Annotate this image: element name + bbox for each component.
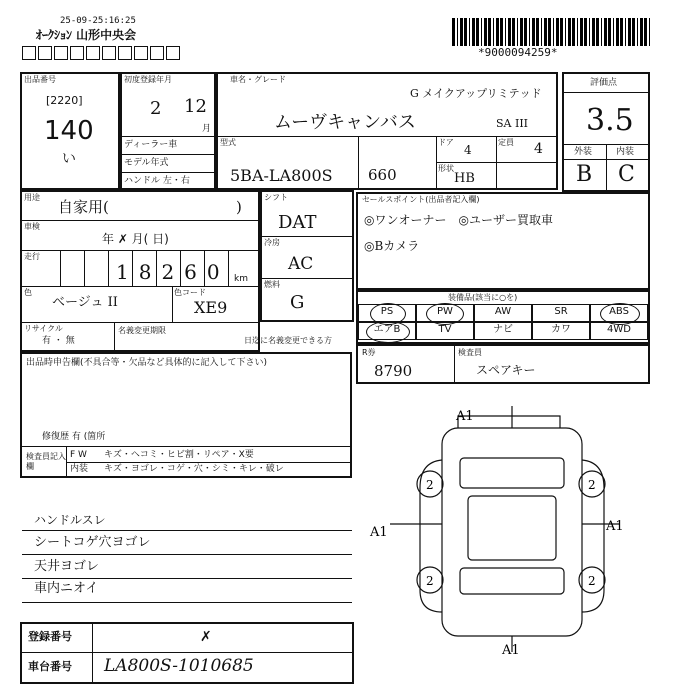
exterior-label: 外装 [574, 147, 593, 157]
equip-tv: TV [416, 322, 474, 340]
chassis-value: LA800S-1010685 [104, 656, 254, 676]
color-label: 色 [24, 288, 32, 297]
ac-value: AC [288, 254, 314, 274]
color-value: ベージュ II [52, 295, 118, 310]
chassis-label: 車台番号 [28, 660, 72, 673]
diagram-left-label: A1 [370, 525, 388, 540]
fuel-value: G [290, 292, 305, 313]
ownership-label: 名義変更期限 [118, 326, 166, 335]
note-line2: シートコゲ穴ヨゴレ [34, 535, 151, 550]
color-code: XE9 [194, 298, 228, 317]
wheel-mark-rl: 2 [426, 574, 434, 588]
transmission-box [260, 190, 354, 322]
vehicle-grade: G メイクアップリミテッド [410, 87, 542, 100]
sales-point-box [356, 192, 650, 290]
usage-box [20, 190, 260, 352]
ownership-note: 日迄に名義変更できる方 [244, 336, 332, 345]
color-code-label: 色コード [174, 288, 206, 297]
fw-label: F W [70, 450, 87, 460]
barcode [452, 18, 652, 46]
wheel-mark-rr: 2 [588, 574, 596, 588]
car-body-outline [442, 428, 582, 636]
vehicle-box [216, 72, 558, 190]
doors-label: ドア [438, 138, 454, 147]
sales-point-line1: ◎ワンオーナー ◎ユーザー買取車 [364, 213, 553, 227]
exterior-grade: B [576, 162, 593, 187]
notes-box [20, 352, 352, 478]
reg-year: 2 [150, 98, 162, 119]
codes-row1: キズ・ヘコミ・ヒビ割・リペア・X要 [104, 450, 254, 460]
inspector-value: スペアキー [476, 363, 536, 377]
codes-row2: キズ・ヨゴレ・コゲ・穴・シミ・キレ・破レ [104, 464, 284, 474]
equip-sr: SR [532, 304, 590, 322]
doors: 4 [464, 143, 472, 157]
inspection-label: 車検 [24, 222, 40, 231]
recycle-value: 有 ・ 無 [42, 336, 75, 346]
diagram-right-label: A1 [606, 519, 624, 534]
equip-navi: ナビ [474, 322, 532, 340]
wheel-mark-fl: 2 [426, 478, 434, 492]
lot-mark: い [62, 151, 76, 167]
plate-label: 登録番号 [28, 630, 72, 643]
auction-house: ｵｰｸｼｮﾝ 山形中央会 [36, 28, 137, 42]
inspection-block-label: 検査員記入欄 [26, 452, 66, 471]
shape-label: 形状 [438, 164, 454, 173]
lot-box [20, 72, 120, 190]
reg-month-unit: 月 [202, 124, 212, 134]
diagram-bottom-label: A1 [502, 643, 520, 658]
mileage-unit: km [234, 274, 248, 284]
timestamp: 25-09-25:16:25 [60, 16, 136, 26]
vehicle-name: ムーヴキャンバス [274, 112, 416, 133]
dealer-label: ディーラー車 [124, 140, 178, 150]
recycle-label: リサイクル [24, 324, 63, 333]
note-line4: 車内ニオイ [34, 581, 99, 596]
equipment-label: 装備品(該当に○を) [448, 293, 518, 302]
model-code: 5BA-LA800S [230, 166, 333, 185]
first-reg-label: 初度登録年月 [124, 75, 172, 84]
circle-airbag [366, 321, 410, 343]
handle-label: ハンドル 左・右 [124, 176, 190, 186]
equip-ps: PS [358, 304, 416, 322]
displacement: 660 [368, 166, 397, 184]
circle-pw [426, 303, 464, 325]
wheel-mark-fr: 2 [588, 478, 596, 492]
shift-value: DAT [278, 212, 317, 233]
inspector-label: 検査員 [458, 348, 482, 357]
mileage-value: 18260 [116, 260, 230, 284]
score-box [562, 72, 650, 192]
barcode-number: *9000094259* [478, 46, 558, 59]
sales-point-label: セールスポイント(出品者記入欄) [362, 195, 480, 204]
shape: HB [454, 171, 475, 186]
rear-window [460, 568, 564, 594]
car-diagram [360, 400, 660, 660]
use-label: 用途 [24, 193, 40, 202]
vehicle-grade-code: SA III [496, 117, 529, 130]
equip-leather: カワ [532, 322, 590, 340]
repair-label: 修復歴 有 (箇所 [42, 432, 106, 442]
equip-4wd: 4WD [590, 322, 648, 340]
interior-grade: C [618, 162, 635, 187]
model-year-label: モデル年式 [124, 158, 169, 168]
inspection-value: 年 ✗ 月( 日) [102, 232, 169, 246]
ac-label: 冷房 [264, 238, 280, 247]
recycle-fee: 8790 [374, 362, 413, 380]
windshield [460, 458, 564, 488]
registration-box [120, 72, 216, 190]
lot-number: 140 [44, 116, 94, 146]
recycle-fee-label: R券 [362, 348, 376, 357]
capacity-label: 定員 [498, 138, 514, 147]
note-line1: ハンドルスレ [34, 513, 106, 527]
shift-label: シフト [264, 193, 288, 202]
note-line3: 天井ヨゴレ [34, 559, 100, 574]
fuel-label: 燃料 [264, 280, 280, 289]
capacity: 4 [534, 141, 543, 157]
footer-box [20, 622, 354, 684]
equip-pw: PW [416, 304, 474, 322]
use-value: 自家用( [58, 198, 109, 216]
mileage-label: 走行 [24, 252, 40, 261]
equip-airbag: エアB [358, 322, 416, 340]
interior-codes-label: 内装 [70, 464, 89, 474]
score-value: 3.5 [586, 103, 634, 138]
model-label: 型式 [220, 138, 236, 147]
diagram-top-label: A1 [456, 409, 474, 424]
lot-code: [2220] [46, 94, 83, 107]
score-label: 評価点 [590, 78, 618, 88]
equip-aw: AW [474, 304, 532, 322]
plate-value: ✗ [200, 629, 212, 645]
lot-label: 出品番号 [24, 75, 56, 84]
notes-label: 出品時申告欄(不具合等・欠品など具体的に記入して下さい) [26, 358, 268, 368]
reg-month: 12 [184, 96, 207, 117]
vehicle-name-label: 車名・グレード [230, 75, 286, 84]
sales-point-line2: ◎Bカメラ [364, 239, 420, 253]
interior-label: 内装 [616, 147, 635, 157]
recycle-fee-box [356, 344, 650, 384]
equip-abs: ABS [590, 304, 648, 322]
circle-abs [600, 303, 640, 325]
use-close: ) [236, 198, 242, 216]
roof [468, 496, 556, 560]
